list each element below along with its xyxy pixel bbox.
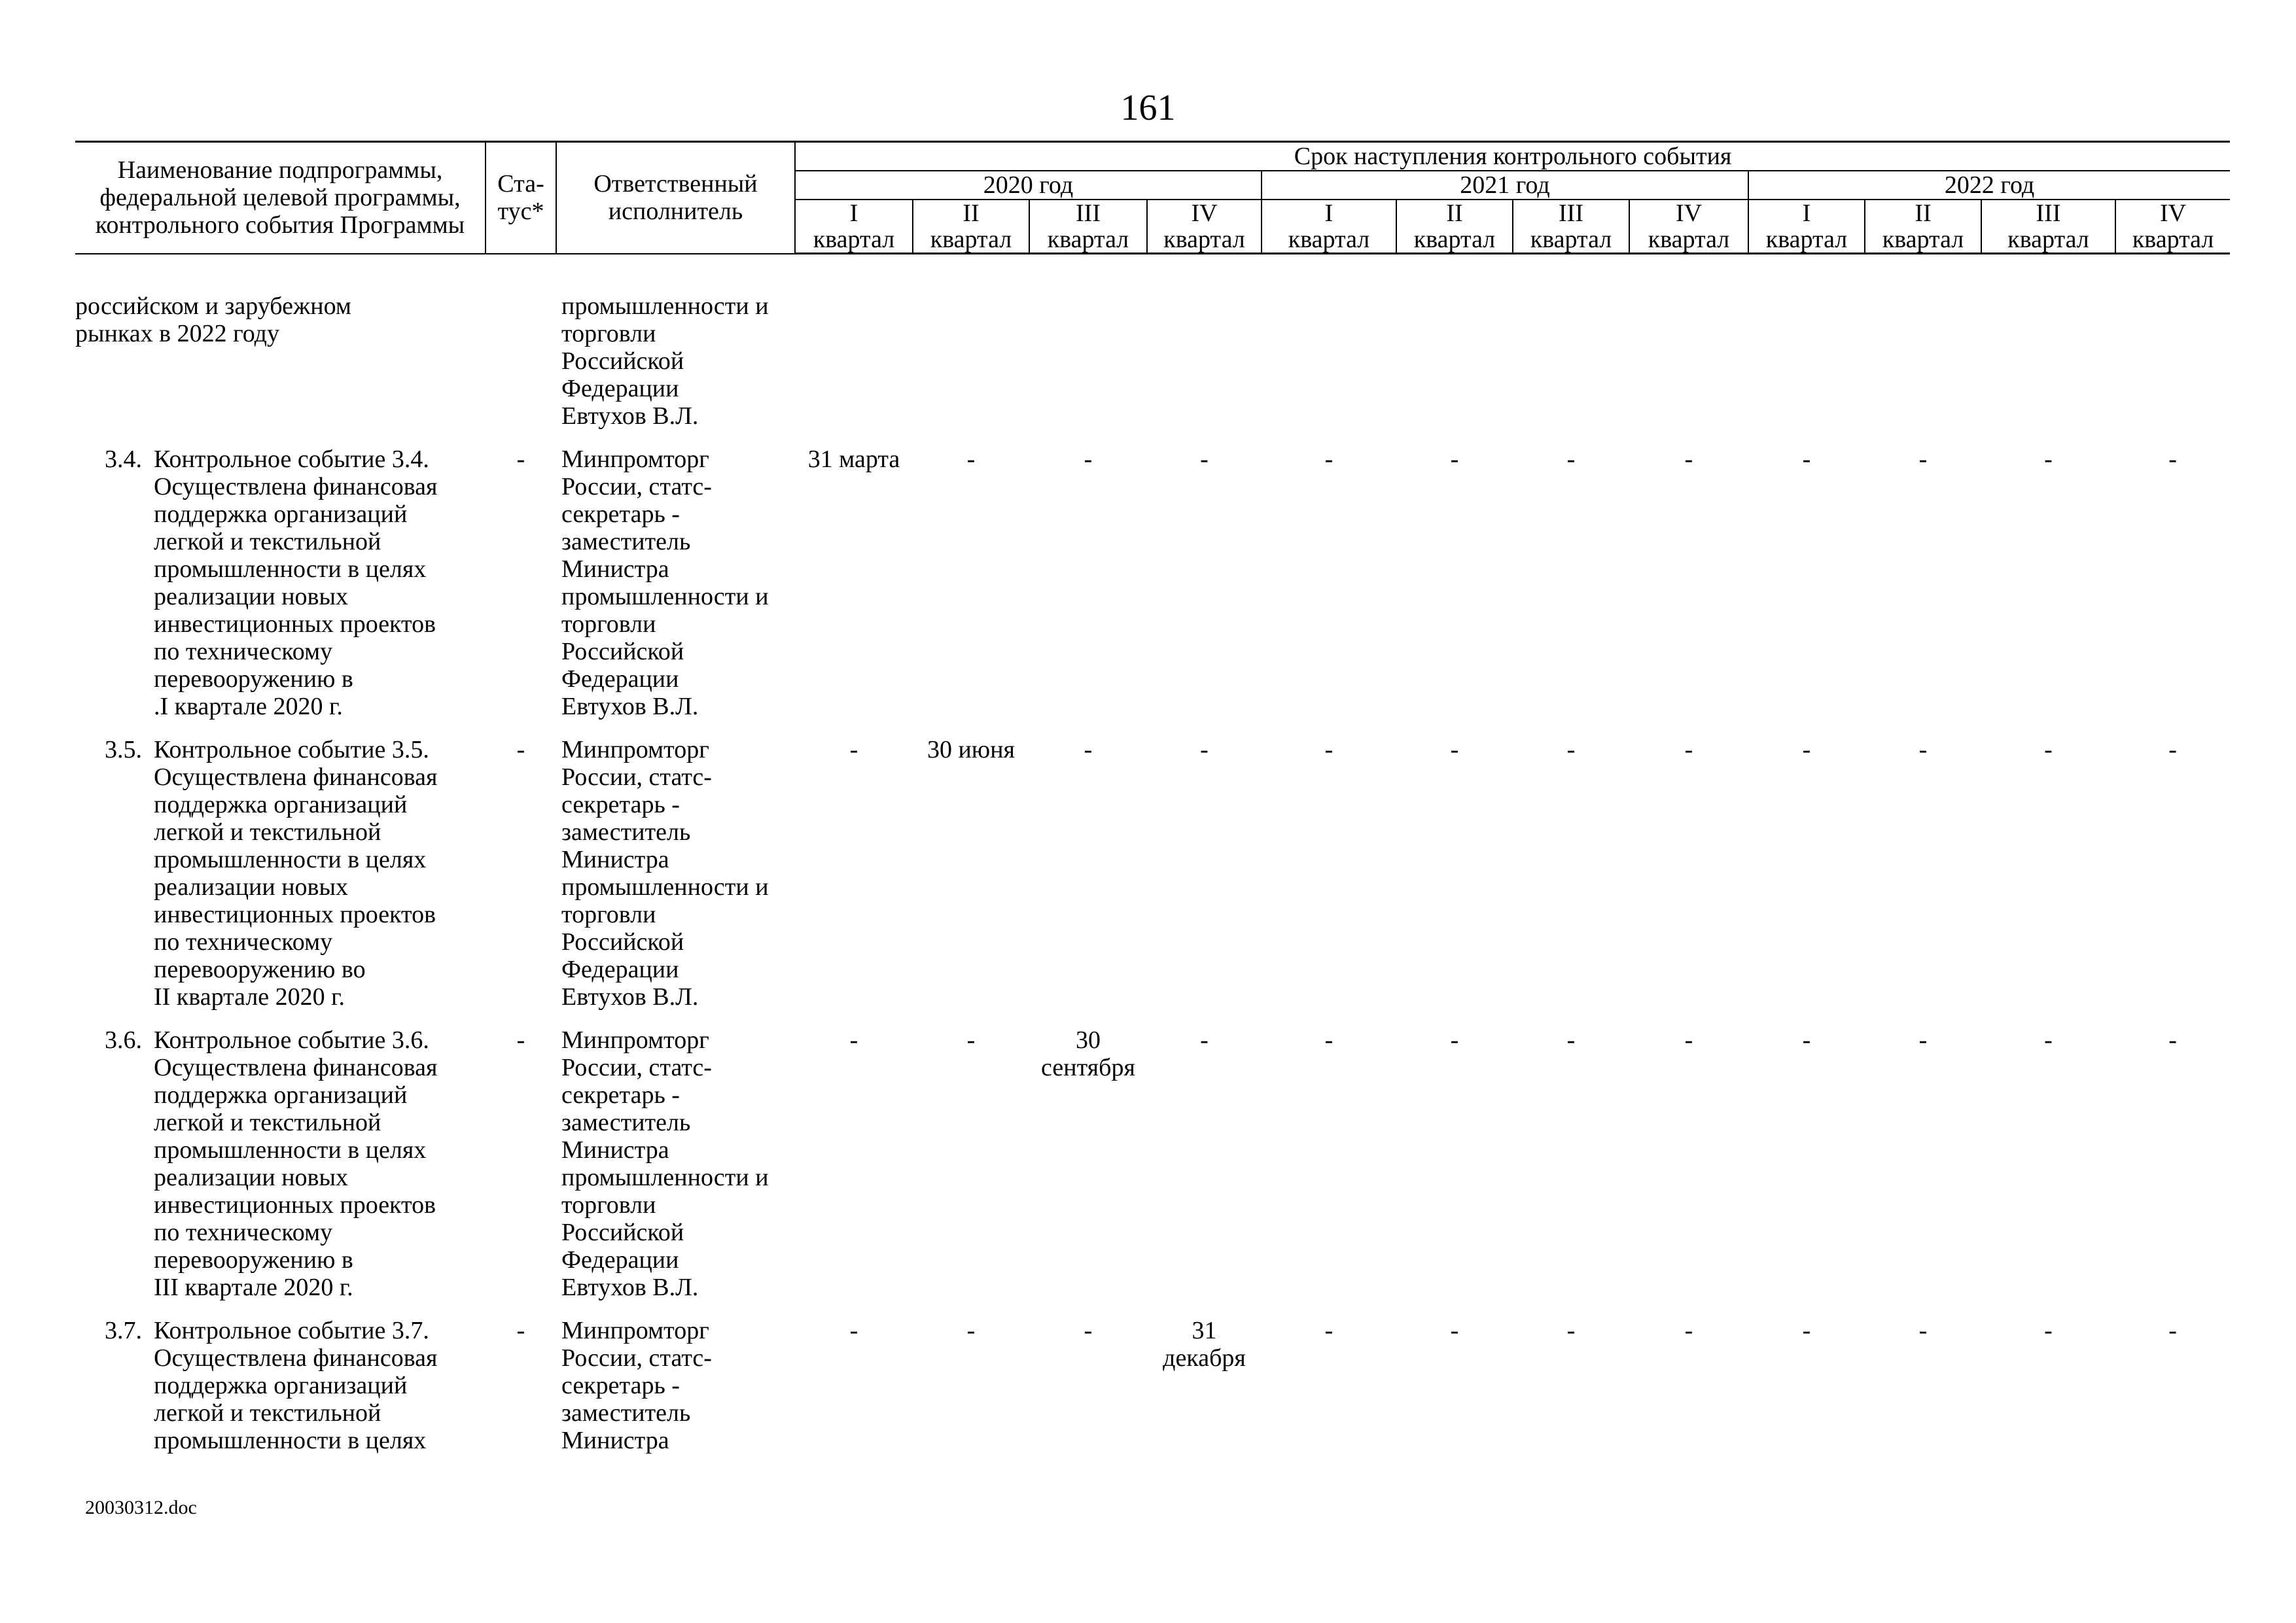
quarter-deadline: - bbox=[1084, 736, 1093, 763]
quarter-label: квартал bbox=[2115, 226, 2230, 254]
status-column-header: Ста- тус* bbox=[486, 142, 556, 254]
event-name: Контрольное событие 3.4. Осуществлена финансовая поддержка организаций легкой и текстильной промышленности в целях реализации новых инвестиционных проектов по техническому перевооружению в .I квартале 2020 г. bbox=[154, 445, 438, 720]
event-executor: Минпромторг России, статс- секретарь - заместитель Министра промышленности и торговли Российской Федерации Евтухов В.Л. bbox=[561, 445, 769, 720]
quarter-number: I bbox=[795, 200, 913, 226]
quarter-deadline: - bbox=[1802, 1317, 1811, 1344]
quarter-deadline: - bbox=[849, 1026, 858, 1054]
year-header: 2021 год bbox=[1262, 171, 1748, 200]
quarter-number: II bbox=[913, 200, 1029, 226]
quarter-deadline: - bbox=[1802, 1026, 1811, 1054]
quarter-deadline: 31 декабря bbox=[1163, 1317, 1246, 1372]
event-executor: Минпромторг России, статс- секретарь - заместитель Министра промышленности и торговли Российской Федерации Евтухов В.Л. bbox=[561, 1026, 769, 1301]
quarter-label: квартал bbox=[1748, 226, 1865, 254]
event-executor: промышленности и торговли Российской Федерации Евтухов В.Л. bbox=[561, 292, 769, 430]
quarter-number: IV bbox=[1629, 200, 1748, 226]
quarter-label: квартал bbox=[1396, 226, 1513, 254]
quarter-deadline: - bbox=[1566, 1026, 1576, 1054]
event-number: 3.5. bbox=[105, 736, 142, 763]
quarter-deadline: - bbox=[1450, 1317, 1459, 1344]
quarter-number: II bbox=[1865, 200, 1981, 226]
quarter-deadline: - bbox=[1450, 445, 1459, 473]
quarter-deadline: - bbox=[966, 1317, 976, 1344]
year-header: 2022 год bbox=[1748, 171, 2230, 200]
quarter-label: квартал bbox=[1029, 226, 1147, 254]
quarter-deadline: - bbox=[1200, 1026, 1209, 1054]
quarter-deadline: 30 июня bbox=[927, 736, 1016, 763]
quarter-number: IV bbox=[1147, 200, 1262, 226]
quarter-deadline: - bbox=[1450, 1026, 1459, 1054]
quarter-deadline: - bbox=[2044, 445, 2053, 473]
page-number: 161 bbox=[1120, 88, 1176, 128]
name-column-header: Наименование подпрограммы, федеральной целевой программы, контрольного события Программы bbox=[75, 142, 486, 254]
quarter-deadline: - bbox=[1324, 1317, 1333, 1344]
event-number: 3.6. bbox=[105, 1026, 142, 1054]
quarter-deadline: - bbox=[1566, 1317, 1576, 1344]
quarter-deadline: - bbox=[1802, 736, 1811, 763]
quarter-deadline: - bbox=[2168, 1317, 2177, 1344]
quarter-deadline: - bbox=[1200, 445, 1209, 473]
control-events-table bbox=[75, 141, 2230, 1470]
quarter-deadline: - bbox=[2044, 736, 2053, 763]
quarter-deadline: 31 марта bbox=[807, 445, 900, 473]
quarter-label: квартал bbox=[1629, 226, 1748, 254]
quarter-number: III bbox=[1513, 200, 1629, 226]
executor-column-header: Ответственный исполнитель bbox=[556, 142, 795, 254]
event-status: - bbox=[516, 1026, 525, 1054]
quarter-deadline: - bbox=[1918, 1317, 1928, 1344]
quarter-number: I bbox=[1748, 200, 1865, 226]
table-row bbox=[75, 736, 2230, 1026]
event-rows bbox=[75, 445, 2230, 1470]
quarter-number: III bbox=[1029, 200, 1147, 226]
event-status: - bbox=[516, 1317, 525, 1344]
event-status: - bbox=[516, 736, 525, 763]
quarter-deadline: - bbox=[966, 445, 976, 473]
event-number: 3.7. bbox=[105, 1317, 142, 1344]
quarter-deadline: - bbox=[2168, 445, 2177, 473]
quarter-deadline: - bbox=[1918, 1026, 1928, 1054]
quarter-deadline: - bbox=[1566, 445, 1576, 473]
quarter-deadline: 30 сентября bbox=[1041, 1026, 1135, 1081]
quarter-label: квартал bbox=[1262, 226, 1396, 254]
quarter-deadline: - bbox=[1918, 445, 1928, 473]
quarter-deadline: - bbox=[2044, 1317, 2053, 1344]
table-row-continuation bbox=[75, 292, 2230, 445]
quarter-deadline: - bbox=[1324, 1026, 1333, 1054]
quarter-deadline: - bbox=[849, 736, 858, 763]
quarter-label: квартал bbox=[1865, 226, 1981, 254]
quarter-label: квартал bbox=[1147, 226, 1262, 254]
event-name: российском и зарубежном рынках в 2022 году bbox=[75, 292, 351, 347]
event-executor: Минпромторг России, статс- секретарь - заместитель Министра промышленности и торговли Российской Федерации Евтухов В.Л. bbox=[561, 736, 769, 1011]
quarter-deadline: - bbox=[1684, 1026, 1693, 1054]
table-row bbox=[75, 1026, 2230, 1317]
quarter-number: II bbox=[1396, 200, 1513, 226]
quarter-deadline: - bbox=[2168, 736, 2177, 763]
quarter-label: квартал bbox=[1981, 226, 2115, 254]
quarter-number: IV bbox=[2115, 200, 2230, 226]
year-header: 2020 год bbox=[795, 171, 1262, 200]
quarter-deadline: - bbox=[2168, 1026, 2177, 1054]
quarter-deadline: - bbox=[1324, 736, 1333, 763]
quarter-deadline: - bbox=[1084, 1317, 1093, 1344]
event-name: Контрольное событие 3.6. Осуществлена финансовая поддержка организаций легкой и текстильной промышленности в целях реализации новых инвестиционных проектов по техническому перевооружению в III квартале 2020 г. bbox=[154, 1026, 438, 1301]
quarter-label: квартал bbox=[913, 226, 1029, 254]
quarter-number: III bbox=[1981, 200, 2115, 226]
quarter-deadline: - bbox=[1324, 445, 1333, 473]
timeline-header: Срок наступления контрольного события bbox=[795, 142, 2230, 171]
quarter-deadline: - bbox=[966, 1026, 976, 1054]
table-header bbox=[75, 142, 2230, 254]
table-row bbox=[75, 445, 2230, 736]
quarter-deadline: - bbox=[1684, 736, 1693, 763]
event-name: Контрольное событие 3.7. Осуществлена финансовая поддержка организаций легкой и текстильной промышленности в целях bbox=[154, 1317, 438, 1454]
file-name-footer: 20030312.doc bbox=[85, 1497, 197, 1518]
quarter-deadline: - bbox=[1084, 445, 1093, 473]
table-row bbox=[75, 1317, 2230, 1470]
quarter-deadline: - bbox=[2044, 1026, 2053, 1054]
table-body bbox=[75, 254, 2230, 446]
event-executor: Минпромторг России, статс- секретарь - заместитель Министра bbox=[561, 1317, 712, 1454]
quarter-label: квартал bbox=[795, 226, 913, 254]
event-number: 3.4. bbox=[105, 445, 142, 473]
quarter-deadline: - bbox=[1450, 736, 1459, 763]
quarter-label: квартал bbox=[1513, 226, 1629, 254]
quarter-deadline: - bbox=[1802, 445, 1811, 473]
quarter-deadline: - bbox=[849, 1317, 858, 1344]
event-name: Контрольное событие 3.5. Осуществлена финансовая поддержка организаций легкой и текстильной промышленности в целях реализации новых инвестиционных проектов по техническому перевооружению во II квартале 2020 г. bbox=[154, 736, 438, 1011]
event-status: - bbox=[516, 445, 525, 473]
quarter-number: I bbox=[1262, 200, 1396, 226]
quarter-deadline: - bbox=[1684, 445, 1693, 473]
quarter-deadline: - bbox=[1918, 736, 1928, 763]
quarter-deadline: - bbox=[1566, 736, 1576, 763]
quarter-deadline: - bbox=[1684, 1317, 1693, 1344]
quarter-deadline: - bbox=[1200, 736, 1209, 763]
